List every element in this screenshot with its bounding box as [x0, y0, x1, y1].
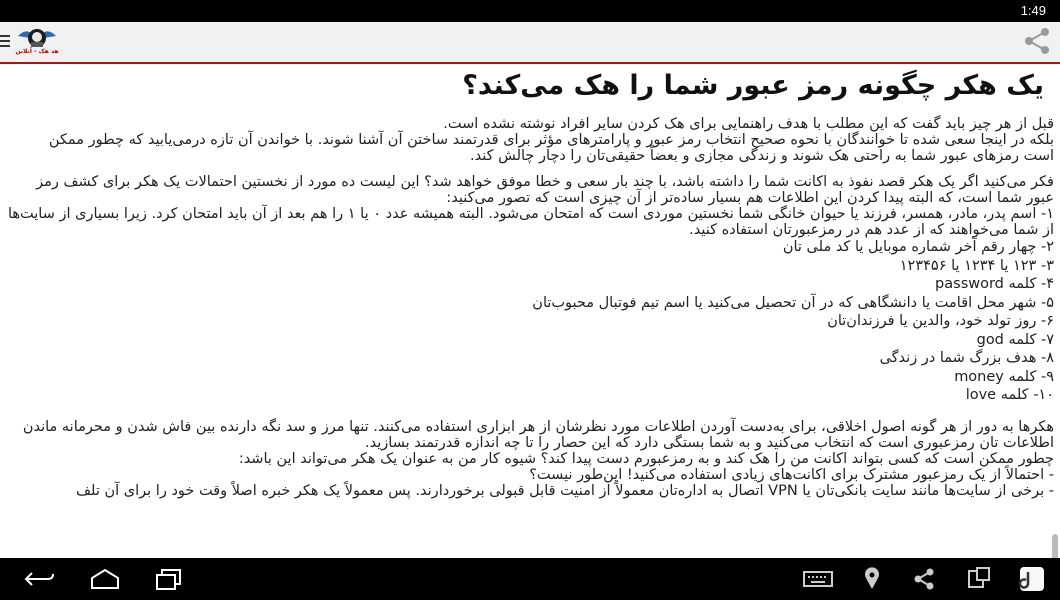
- list-item: ۶- روز تولد خود، والدین یا فرزندان‌تان: [827, 313, 1054, 329]
- text-line: هکرها به دور از هر گونه اصول اخلاقی، برای به‌دست آوردن اطلاعات مورد نظرشان از هر ابزاری استفاده می‌کنند. تنها مرز و سد نگه دارنده بین فاش شدن و محرمانه ماندن: [22, 418, 1054, 435]
- text-line: بلکه در اینجا سعی شده تا خوانندگان با نحوه صحیح انتخاب رمز عبور و پارامترهای مؤثر برای قدرتمند ساختن آن آشنا شوند. با خواندن آن تازه درمی‌یابید که چطور ممکن: [48, 132, 1054, 148]
- list-item: ۲- چهار رقم آخر شماره موبایل یا کد ملی تان: [782, 239, 1054, 255]
- share-icon[interactable]: [912, 566, 936, 592]
- keyboard-icon[interactable]: [802, 566, 834, 592]
- text-line: - احتمالاً از یک رمزعبور مشترک برای اکانت‌های زیادی استفاده می‌کنید! این‌طور نیست؟: [529, 466, 1054, 483]
- screens-icon[interactable]: [966, 566, 992, 592]
- status-bar: [0, 0, 1060, 22]
- text-line: چطور ممکن است که کسی بتواند اکانت من را هک کند و به رمزعبورم دست پیدا کند؟ شیوه کار من به عنوان یک هکر می‌تواند این باشد:: [238, 450, 1054, 467]
- app-icon[interactable]: [1018, 566, 1046, 592]
- location-icon[interactable]: [862, 566, 882, 592]
- list-item: ۳- ۱۲۳ یا ۱۲۳۴ یا ۱۲۳۴۵۶: [899, 257, 1054, 274]
- list-item: ۴- کلمه password: [935, 276, 1054, 292]
- text-line: قبل از هر چیز باید گفت که این مطلب با هدف راهنمایی برای هک کردن سایر افراد نوشته نشده است.: [443, 116, 1054, 132]
- menu-icon[interactable]: [0, 35, 10, 49]
- share-icon[interactable]: [1022, 26, 1052, 56]
- navigation-bar: [0, 558, 1060, 600]
- text-line: عبور شما است، که البته پیدا کردن این اطلاعات هم بسیار ساده‌تر از آن چیزی است که تصور می‌کنید:: [446, 190, 1054, 206]
- text-line: اطلاعات تان رمزعبوری است که انتخاب می‌کنید و به شما بستگی دارد که این حصار را تا چه اندازه قدرتمند بسازید.: [365, 434, 1054, 451]
- second-paragraph: [2, 174, 1054, 238]
- text-line: فکر می‌کنید اگر یک هکر قصد نفوذ به اکانت شما را داشته باشد، با چند بار سعی و خطا موفق خواهد شد؟ این لیست ده مورد از نخستین احتمالات یک هکر برای کشف رمز: [36, 174, 1054, 190]
- scrollbar-thumb[interactable]: [1052, 534, 1058, 558]
- intro-paragraph: [2, 116, 1054, 164]
- app-bar: [0, 22, 1060, 64]
- article-title: یک هکر چگونه رمز عبور شما را هک می‌کند؟: [462, 70, 1044, 101]
- list-item: ۹- کلمه money: [954, 368, 1054, 385]
- list-item: ۷- کلمه god: [976, 331, 1054, 348]
- logo-caption: هد هک - آنلاین: [15, 48, 59, 55]
- back-icon[interactable]: [22, 566, 56, 592]
- article-scroll-area[interactable]: [0, 64, 1060, 558]
- home-icon[interactable]: [88, 566, 122, 592]
- guess-list: [2, 238, 1054, 405]
- list-item: ۵- شهر محل اقامت یا دانشگاهی که در آن تحصیل می‌کنید یا اسم تیم فوتبال محبوب‌تان: [532, 294, 1054, 311]
- text-line: - برخی از سایت‌ها مانند سایت بانکی‌تان یا VPN اتصال به اداره‌تان معمولاً از امنیت قابل قبولی برخوردارند. پس معمولاً یک هکر خبره اصلاً وقت خود را برای آن تلف: [76, 482, 1054, 499]
- third-paragraph: [2, 419, 1054, 499]
- recent-apps-icon[interactable]: [152, 566, 186, 592]
- text-line: از شما می‌خواهند که از عدد هم در رمزعبورتان استفاده کنید.: [689, 222, 1054, 238]
- text-line: است رمزهای عبور شما به راحتی هک شوند و زندگی مجازی و بعضاً حقیقی‌تان را دچار چالش کند.: [469, 148, 1054, 164]
- list-item: ۸- هدف بزرگ شما در زندگی: [879, 350, 1054, 366]
- text-line: ۱- اسم پدر، مادر، همسر، فرزند یا حیوان خانگی شما نخستین موردی است که امتحان می‌شود. البته همیشه عدد ۰ یا ۱ را هم بعد از آن باید امتحان کرد. زیرا بسیاری از سایت‌ها: [7, 206, 1054, 222]
- article: [2, 64, 1054, 505]
- status-time: 1:49: [1020, 3, 1046, 18]
- list-item: ۱۰- کلمه love: [965, 387, 1054, 403]
